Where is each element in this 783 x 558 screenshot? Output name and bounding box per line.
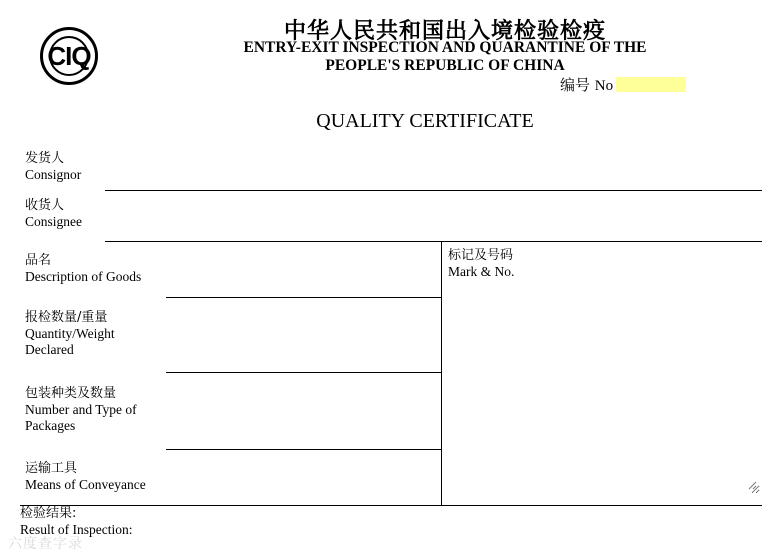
watermark: 六度查字录 [8,536,83,552]
mark-textarea[interactable] [446,280,760,494]
quantity-label-en1: Quantity/Weight [25,326,115,341]
quantity-label [25,310,115,358]
title-english-line2: PEOPLE'S REPUBLIC OF CHINA [325,57,565,74]
conveyance-input[interactable] [170,478,440,502]
mark-label [448,248,514,280]
ciq-logo [40,27,98,85]
mark-label-en: Mark & No. [448,264,515,279]
goods-input[interactable] [170,272,440,294]
packages-label-cn: 包装种类及数量 [25,386,117,401]
consignor-underline [105,190,762,191]
consignee-underline [105,241,762,242]
consignor-label-cn: 发货人 [25,151,65,166]
packages-underline [166,449,441,450]
conveyance-label-en: Means of Conveyance [25,477,146,492]
packages-input[interactable] [170,422,440,446]
quantity-underline [166,372,441,373]
result-label-cn: 检验结果: [20,506,77,521]
number-label-en: No [594,78,614,94]
packages-label-en2: Packages [25,418,76,433]
consignor-input[interactable] [108,168,762,190]
quantity-label-en2: Declared [25,342,74,357]
title-english-line1: ENTRY-EXIT INSPECTION AND QUARANTINE OF THE [243,39,647,56]
title-english [220,39,670,75]
consignor-label [25,151,81,183]
consignee-label-cn: 收货人 [25,198,65,213]
consignee-label-en: Consignee [25,214,82,229]
consignee-input[interactable] [108,216,762,238]
quantity-input[interactable] [170,345,440,369]
resize-handle-icon[interactable] [748,481,757,490]
certificate-number-input[interactable] [616,77,686,92]
conveyance-label-cn: 运输工具 [25,461,78,476]
mark-label-cn: 标记及号码 [448,248,514,263]
goods-label-en: Description of Goods [25,269,142,284]
conveyance-label [25,461,146,493]
goods-label [25,253,141,285]
packages-label-en1: Number and Type of [25,402,137,417]
number-label-cn: 编号 [560,76,591,94]
quantity-label-cn: 报检数量/重量 [25,310,108,325]
consignee-label [25,198,82,230]
column-divider [441,241,442,505]
result-label-en: Result of Inspection: [20,522,133,537]
goods-label-cn: 品名 [25,253,52,268]
goods-underline [166,297,441,298]
certificate-title: QUALITY CERTIFICATE [316,110,534,132]
packages-label [25,386,137,434]
number-label [560,74,613,95]
consignor-label-en: Consignor [25,167,82,182]
title-chinese: 中华人民共和国出入境检验检疫 [283,19,606,44]
logo-text: CIQ [47,40,91,71]
